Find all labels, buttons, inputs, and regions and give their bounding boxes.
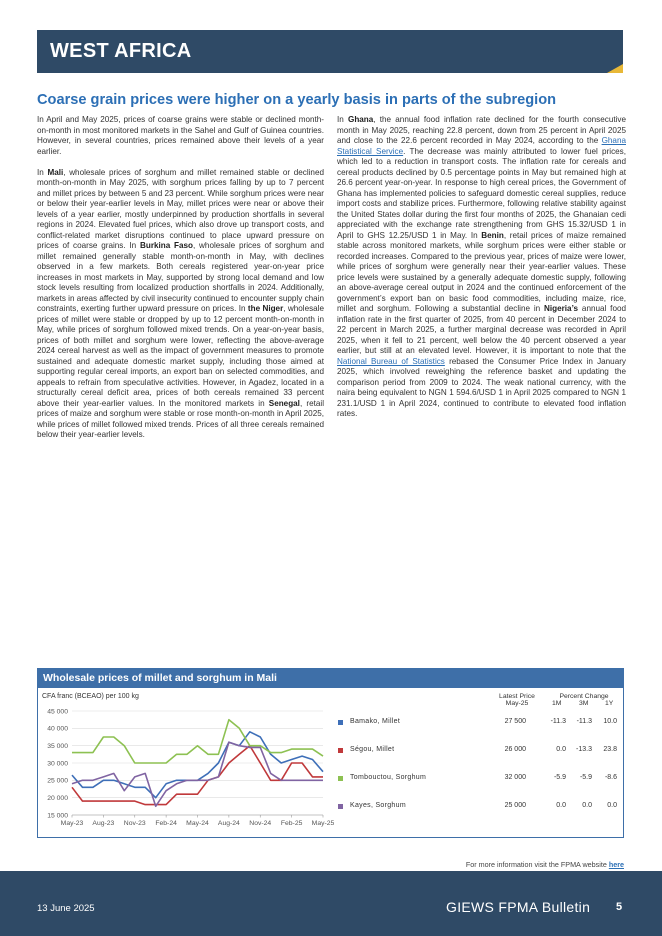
article-headline: Coarse grain prices were higher on a yearly basis in parts of the subregion <box>37 92 557 108</box>
change-3m-cell: -11.3 <box>576 718 592 725</box>
country-nigeria: Nigeria’s <box>544 304 579 313</box>
x-tick-label: Aug-23 <box>92 820 115 827</box>
y-tick-label: 20 000 <box>47 794 68 802</box>
change-1m-cell: 0.0 <box>556 802 566 809</box>
x-tick-label: Feb-24 <box>155 820 177 827</box>
change-3m-cell: -13.3 <box>576 746 592 753</box>
legend-label: Bamako, Millet <box>350 718 401 725</box>
legend-row-segou <box>333 746 623 758</box>
paragraph-mali: In Mali, wholesale prices of sorghum and millet remained stable or declined month-on-month in May 2025, with sorghum prices falling by up to 7 percent and millet prices by between 5 and 23 percent. While sorghum prices were near or below their year-earlier levels in May, millet prices were near or above their levels of a year earlier, mostly underpinned by production shortfalls in several regions in 2024. Elevated fuel prices, which also drove up transport costs, and conflict-related market disruptions continued to place upward pressure on prices of coarse grains. In Burkina Faso, wholesale prices of sorghum and millet remained generally stable month-on-month in May, with declines observed in a few markets. Both cereals registered year-on-year price increases in most markets in May, supported by strong local demand and low stock levels resulting from localized production shortfalls in 2024. Additionally, markets in areas affected by civil insecurity continued to encounter supply chain constraints, exerting further upward pressure on prices. In the Niger, wholesale prices of millet were stable or dropped by up to 12 percent month-on-month in May, while prices of sorghum followed mixed trends. On a year-on-year basis, prices of both millet and sorghum were lower, reflecting the above-average 2024 cereal harvest as well as the impact of government measures to promote sustained and adequate domestic market supply, including those aimed at supporting regular cereal imports, an export ban on selected commodities, and appeals to refrain from speculative activities. However, in Agadez, located in a structurally cereal deficit area, prices of both cereals remained 33 percent above their year-earlier values. In the monitored markets in Senegal, retail prices of maize and sorghum were stable or rose month-on-month in April 2025, while prices of millet followed mixed trends. Prices of all three cereals remained below their year-earlier levels. <box>37 167 324 439</box>
paragraph-intro: In April and May 2025, prices of coarse grains were stable or declined month-on-month in most monitored markets in the Sahel and Gulf of Guinea countries. However, in several countries, prices remained above their levels of a year earlier. <box>37 115 324 156</box>
legend-swatch <box>338 804 343 809</box>
change-1m-cell: 0.0 <box>556 746 566 753</box>
y-tick-label: 40 000 <box>47 725 68 733</box>
change-1y-cell: -8.6 <box>604 774 617 781</box>
x-tick-label: May-24 <box>186 820 209 827</box>
change-1m-cell: -5.9 <box>553 774 566 781</box>
fpma-footer-note: For more information visit the FPMA website here <box>465 860 624 869</box>
legend-row-tombouctou <box>333 774 623 786</box>
paragraph-ghana: In Ghana, the annual food inflation rate declined for the fourth consecutive month in May 2025, reaching 22.8 percent, down from 25 percent in April 2025 and close to the 22.6 percent recorded in May 2024, according to the Ghana Statistical Service. The decrease was mainly attributed to lower fuel prices, which led to a reduction in transport costs. The inflation rate for cereals and cereal products declined by 0.5 percentage points in May but remained high at 26.6 percent year-on-year. In response to high cereal prices, the Government of Ghana has implemented policies to safeguard domestic cereal supplies, reduce import costs and stabilize prices. Furthermore, following relative stability against the United States dollar during the first four months of 2025, the Ghanaian cedi appreciated with the exchange rate strengthening from GHS 15.32/USD 1 in April to GHS 12.25/USD 1 in May. In Benin, retail prices of maize remained stable across monitored markets, while sorghum prices were either stable or recorded increases. Compared to the previous year, prices of maize were lower, while prices of sorghum were generally near their year-earlier values. These price levels were sustained by a generally adequate domestic supply, following an above-average cereal output in 2024 and the continued enforcement of the government’s export ban on basic food commodities, including maize, rice, millet and sorghum. Following a substantial decline in Nigeria’s annual food inflation rate in the first quarter of 2025, from 40 percent in December 2024 to 22 percent in March 2025, a further marginal decrease was recorded in April 2025, when it fell to 21 percent, well below the 40 percent observed a year earlier, but still at an elevated level. However, it is important to note that the National Bureau of Statistics rebased the Consumer Price Index in January 2025, which involved reweighing the reference basket and updating the comparison period from 2009 to 2024. The weak national currency, with the naira being equivalent to NGN 1 594.6/USD 1 in April 2025 compared to NGN 1 231.1/USD 1 in April 2024, continued to contribute to elevated food inflation rates. <box>337 115 626 418</box>
legend-row-kayes <box>333 802 623 814</box>
latest-price-cell: 27 500 <box>504 718 526 725</box>
legend-label: Ségou, Millet <box>350 746 395 753</box>
y-tick-label: 15 000 <box>47 812 68 820</box>
percent-change-header: Percent Change 1M 3M 1Y <box>552 693 614 707</box>
legend-swatch <box>338 776 343 781</box>
header-accent-triangle <box>607 64 623 73</box>
x-tick-label: Aug-24 <box>217 820 240 827</box>
country-senegal: Senegal <box>268 398 300 408</box>
ghana-statistical-service-link[interactable]: Ghana Statistical Service <box>337 136 626 156</box>
y-tick-label: 25 000 <box>47 777 68 785</box>
left-text-column <box>37 115 324 451</box>
x-tick-label: Feb-25 <box>280 820 303 827</box>
latest-price-cell: 25 000 <box>504 802 526 809</box>
latest-price-cell: 26 000 <box>504 746 526 753</box>
change-1m-cell: -11.3 <box>550 718 566 725</box>
bulletin-name: GIEWS FPMA Bulletin <box>446 899 591 915</box>
region-title: WEST AFRICA <box>50 40 192 62</box>
country-burkina-faso: Burkina Faso <box>139 241 193 250</box>
change-1y-cell: 0.0 <box>607 802 617 809</box>
national-bureau-of-statistics-link[interactable]: National Bureau of Statistics <box>337 356 445 366</box>
series-line <box>72 720 323 763</box>
latest-price-cell: 32 000 <box>504 774 526 781</box>
right-text-column <box>337 115 626 430</box>
chart-title: Wholesale prices of millet and sorghum in Mali <box>38 669 623 688</box>
country-niger: the Niger <box>247 304 284 313</box>
y-tick-label: 45 000 <box>47 708 68 716</box>
country-ghana: Ghana <box>348 115 374 124</box>
change-3m-cell: -5.9 <box>579 774 592 781</box>
price-line-chart <box>38 699 335 834</box>
page-number: 5 <box>616 901 623 913</box>
x-tick-label: Nov-23 <box>123 820 146 827</box>
chart-panel <box>37 668 624 838</box>
legend-label: Kayes, Sorghum <box>350 802 406 809</box>
x-tick-label: Nov-24 <box>249 820 272 827</box>
legend-swatch <box>338 720 343 725</box>
change-1y-cell: 23.8 <box>603 746 617 753</box>
change-1y-cell: 10.0 <box>603 718 617 725</box>
chart-unit-label: CFA franc (BCEAO) per 100 kg <box>42 693 139 700</box>
legend-row-bamako <box>333 718 623 730</box>
country-mali: Mali <box>47 167 64 177</box>
latest-price-header: Latest Price May-25 <box>499 693 535 707</box>
fpma-website-link[interactable]: here <box>608 860 624 869</box>
x-tick-label: May-25 <box>311 820 335 827</box>
region-header <box>37 30 623 73</box>
change-3m-cell: 0.0 <box>582 802 592 809</box>
page-footer <box>0 871 662 936</box>
country-benin: Benin <box>481 230 504 240</box>
legend-label: Tombouctou, Sorghum <box>350 774 427 781</box>
x-tick-label: May-23 <box>60 820 84 827</box>
legend-swatch <box>338 748 343 753</box>
series-line <box>72 732 323 798</box>
publication-date: 13 June 2025 <box>37 903 95 914</box>
y-tick-label: 30 000 <box>47 760 68 768</box>
y-tick-label: 35 000 <box>47 742 68 750</box>
